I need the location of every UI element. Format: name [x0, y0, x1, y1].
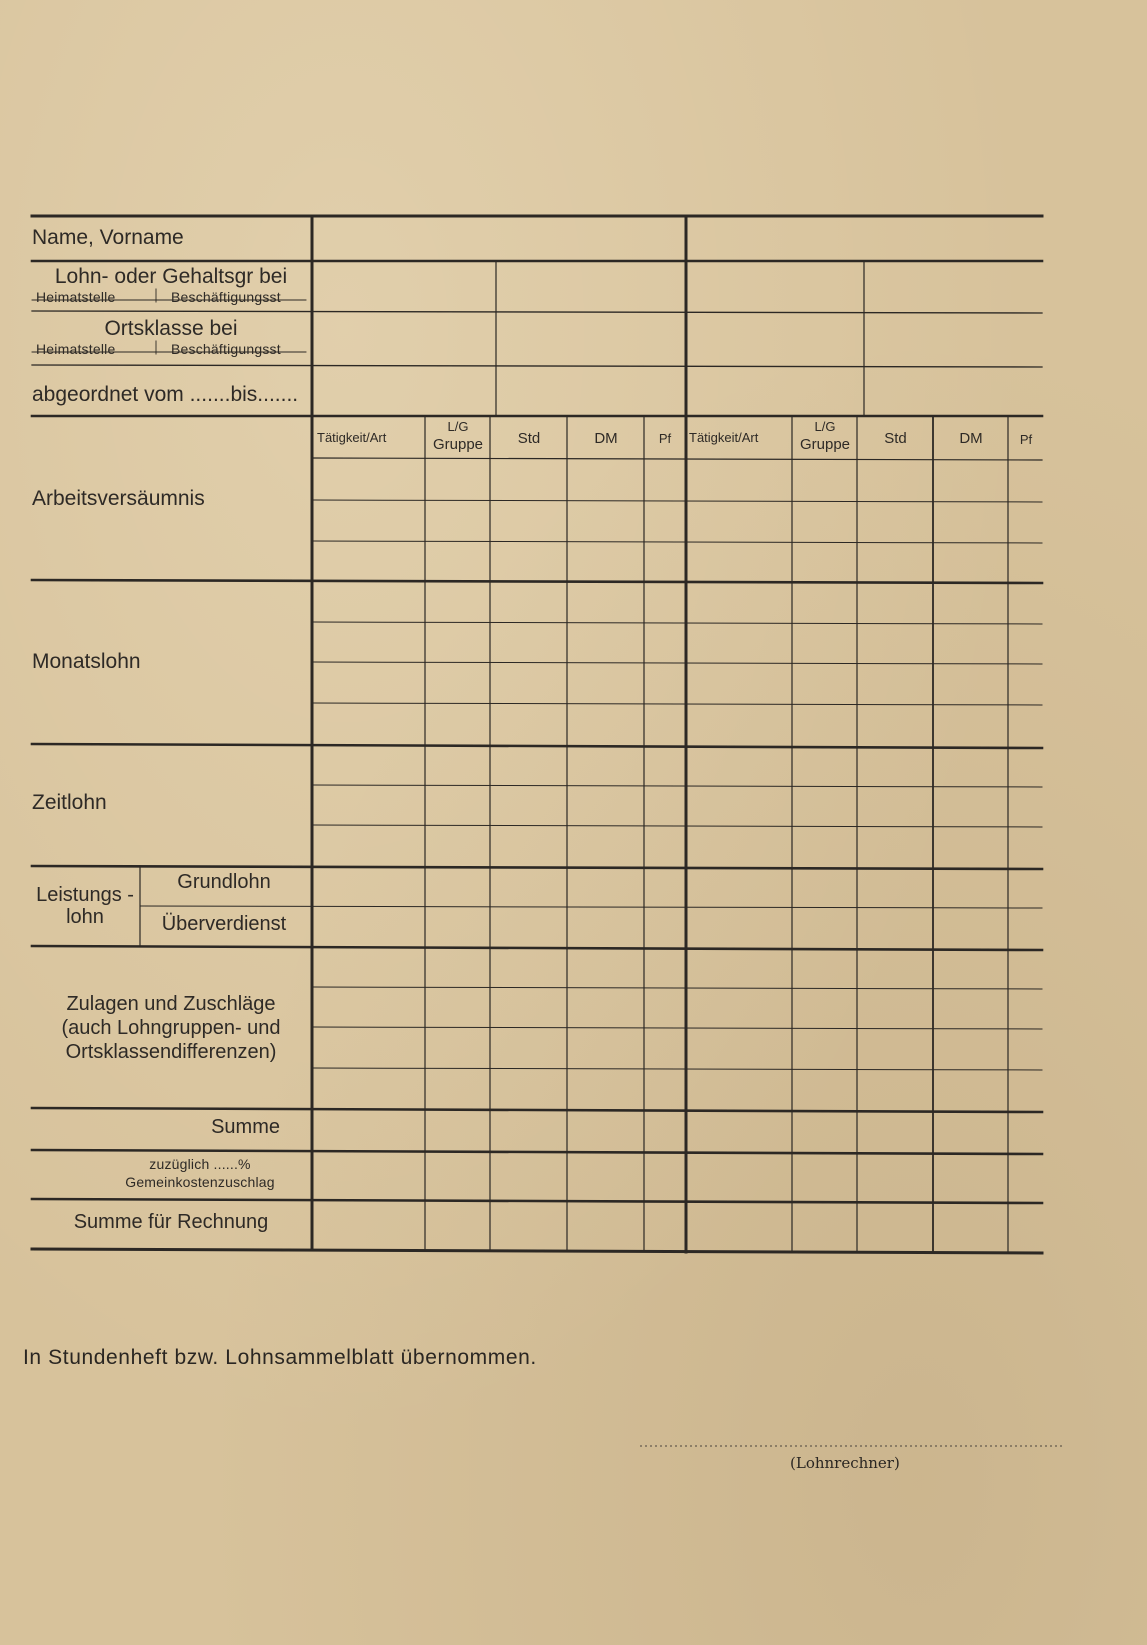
- col-header-lg-left: L/G: [447, 419, 469, 434]
- col-header-gruppe-left: Gruppe: [432, 436, 484, 453]
- label-leistungslohn-1: Leistungs -: [36, 884, 134, 906]
- col-header-dm-right: DM: [959, 430, 983, 447]
- col-header-lg-right: L/G: [814, 419, 836, 434]
- label-zulagen-3: Ortsklassendifferenzen): [65, 1041, 277, 1063]
- label-zulagen-2: (auch Lohngruppen- und: [61, 1017, 281, 1039]
- label-arbeitsversaeumnis: Arbeitsversäumnis: [32, 487, 205, 510]
- label-zuzueglich: zuzüglich ......%: [149, 1156, 251, 1172]
- label-monatslohn: Monatslohn: [32, 650, 141, 673]
- label-name-vorname: Name, Vorname: [32, 226, 184, 249]
- col-header-taetigkeit-right: Tätigkeit/Art: [689, 430, 759, 445]
- label-abgeordnet: abgeordnet vom .......bis.......: [32, 383, 299, 406]
- col-header-pf-left: Pf: [658, 431, 672, 446]
- label-leistungslohn-2: lohn: [66, 906, 104, 928]
- label-heimatstelle-2: Heimatstelle: [36, 341, 116, 357]
- col-header-dm-left: DM: [594, 430, 618, 447]
- label-summe: Summe: [211, 1116, 280, 1138]
- label-beschaeftigungsst-1: Beschäftigungsst: [171, 289, 281, 305]
- label-beschaeftigungsst-2: Beschäftigungsst: [171, 341, 281, 357]
- label-grundlohn: Grundlohn: [177, 871, 271, 893]
- label-ortsklasse: Ortsklasse bei: [104, 317, 238, 340]
- signature-label-lohnrechner: (Lohnrechner): [790, 1454, 900, 1472]
- label-summe-fuer-rechnung: Summe für Rechnung: [73, 1211, 269, 1233]
- col-header-taetigkeit-left: Tätigkeit/Art: [317, 430, 387, 445]
- label-heimatstelle-1: Heimatstelle: [36, 289, 116, 305]
- footer-note: In Stundenheft bzw. Lohnsammelblatt übernommen.: [23, 1346, 537, 1369]
- col-header-gruppe-right: Gruppe: [799, 436, 851, 453]
- label-ueberverdienst: Überverdienst: [161, 913, 287, 935]
- col-header-std-right: Std: [884, 430, 907, 447]
- col-header-pf-right: Pf: [1019, 432, 1033, 447]
- label-lohngruppe: Lohn- oder Gehaltsgr bei: [54, 265, 288, 288]
- label-gemeinkostenzuschlag: Gemeinkostenzuschlag: [125, 1174, 275, 1190]
- col-header-std-left: Std: [517, 430, 541, 447]
- label-zulagen-1: Zulagen und Zuschläge: [66, 993, 276, 1015]
- label-zeitlohn: Zeitlohn: [32, 791, 107, 814]
